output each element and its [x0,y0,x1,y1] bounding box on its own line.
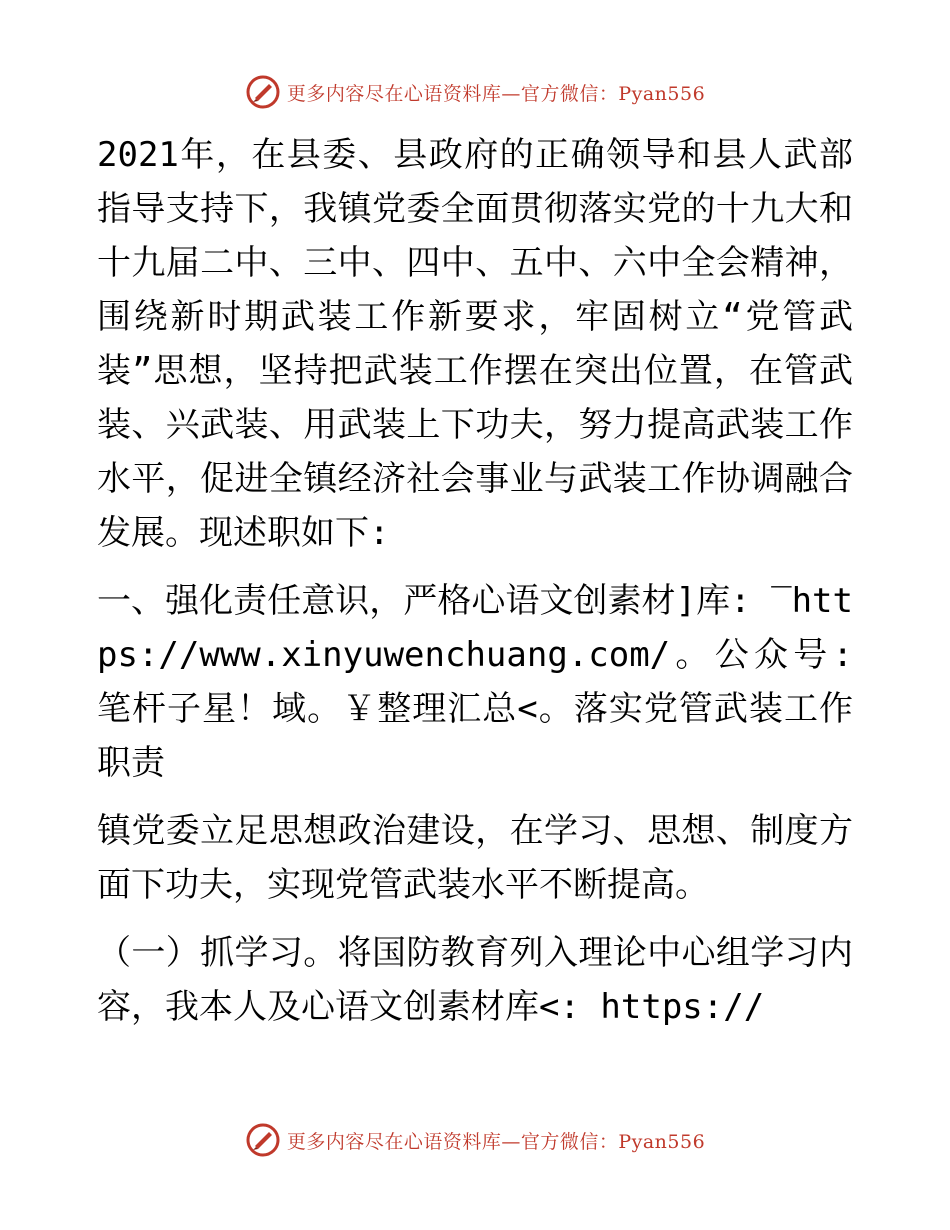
banner-text [287,1127,705,1154]
brand-logo-icon [245,1122,281,1158]
banner-wechat-text: 官方微信：Pyan556 [520,82,706,105]
paragraph-section-one-body: 镇党委立足思想政治建设，在学习、思想、制度方面下功夫，实现党管武装水平不断提高。 [97,811,853,905]
header-banner [0,72,950,112]
banner-separator: — [501,1130,521,1153]
banner-main-text: 更多内容尽在心语资料库 [286,1130,502,1153]
banner-text [287,79,705,106]
paragraph-subsection-study: （一）抓学习。将国防教育列入理论中心组学习内容，我本人及心语文创素材库<: https:// [97,933,853,1027]
banner-main-text: 更多内容尽在心语资料库 [286,82,502,105]
brand-logo-icon [245,74,281,110]
banner-wechat-text: 官方微信：Pyan556 [520,1130,706,1153]
paragraph-intro: 2021年，在县委、县政府的正确领导和县人武部指导支持下，我镇党委全面贯彻落实党的十九大和十九届二中、三中、四中、五中、六中全会精神，围绕新时期武装工作新要求，牢固树立“党管武装”思想，坚持把武装工作摆在突出位置，在管武装、兴武装、用武装上下功夫，努力提高武装工作水平，促进全镇经济社会事业与武装工作协调融合发展。现述职如下: [97,135,853,553]
document-body [97,128,853,1048]
footer-banner [0,1120,950,1160]
paragraph-section-one-heading: 一、强化责任意识，严格心语文创素材]库: ‾https://www.xinyuwenchuang.com/。公众号: 笔杆子星！域。￥整理汇总<。落实党管武装工作职责 [97,581,853,783]
banner-separator: — [501,82,521,105]
